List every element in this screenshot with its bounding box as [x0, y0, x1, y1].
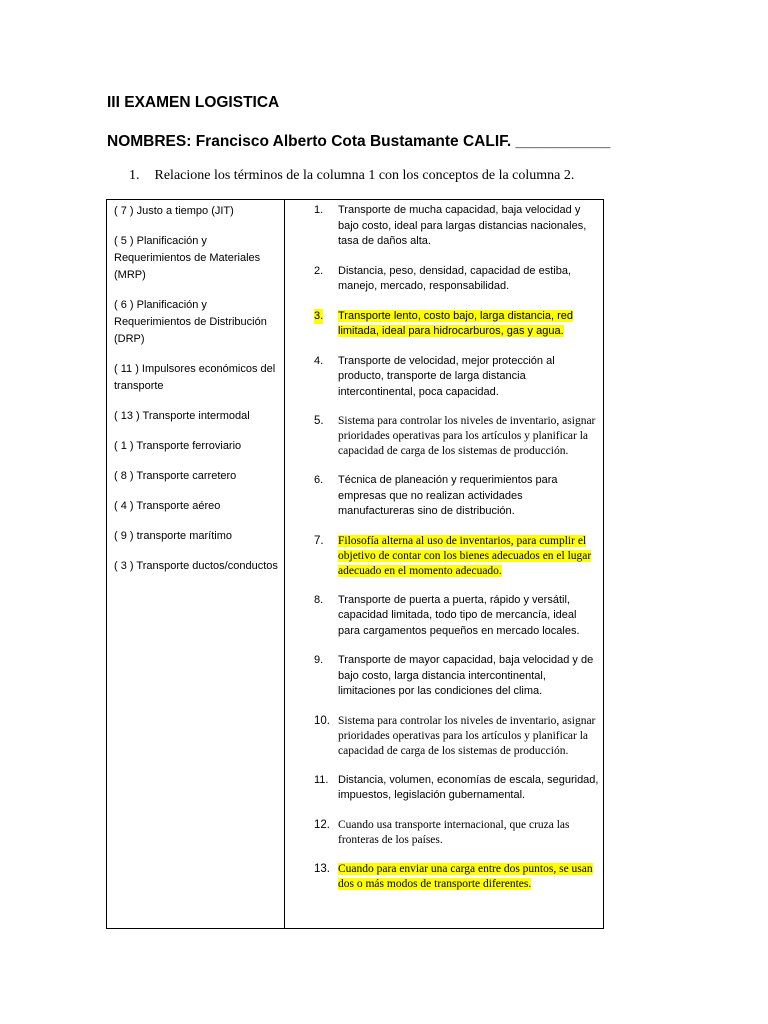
concept-item-13 — [314, 862, 600, 892]
concept-item-9 — [314, 653, 600, 700]
term-item: ( 11 ) Impulsores económicos del transporte — [114, 363, 276, 392]
concept-number: 5. — [314, 415, 324, 427]
term-item: ( 1 ) Transporte ferroviario — [114, 440, 242, 452]
concept-item-7 — [314, 534, 600, 579]
concept-text: Transporte de mayor capacidad, baja velocidad y de bajo costo, larga distancia intercontinental, limitaciones por las condiciones del clima. — [338, 654, 594, 697]
student-names-line: NOMBRES: Francisco Alberto Cota Bustamante CALIF. ___________ — [107, 133, 611, 150]
concept-item-6 — [314, 473, 600, 520]
concept-number: 13. — [314, 862, 330, 875]
concept-item-3 — [314, 309, 600, 340]
concept-item-4 — [314, 354, 600, 401]
column-1-terms — [114, 203, 279, 588]
concept-number: 10. — [314, 714, 330, 727]
concept-number: 12. — [314, 818, 330, 831]
matching-table — [106, 199, 604, 929]
concept-number: 4. — [314, 354, 324, 367]
term-item: ( 9 ) transporte marítimo — [114, 530, 232, 542]
concept-text: Técnica de planeación y requerimientos para empresas que no realizan actividades manufactureras sino de distribución. — [338, 474, 558, 517]
concept-item-1 — [314, 203, 600, 250]
concept-text: Transporte de velocidad, mejor protección al producto, transporte de larga distancia intercontinental, poca capacidad. — [338, 354, 555, 398]
question-number: 1. — [129, 168, 140, 183]
column-divider — [284, 200, 285, 928]
column-2-concepts — [314, 203, 600, 906]
question-text: Relacione los términos de la columna 1 con los conceptos de la columna 2. — [154, 168, 575, 183]
concept-item-5 — [314, 414, 600, 459]
concept-text: Distancia, peso, densidad, capacidad de estiba, manejo, mercado, responsabilidad. — [338, 264, 571, 292]
concept-item-11 — [314, 773, 600, 804]
concept-text: Sistema para controlar los niveles de inventario, asignar prioridades operativas para los artículos y planificar la capacidad de carga de los sistemas de producción. — [338, 714, 596, 757]
concept-item-8 — [314, 593, 600, 640]
term-item: ( 5 ) Planificación y Requerimientos de Materiales (MRP) — [114, 235, 261, 281]
concept-item-2 — [314, 264, 600, 295]
concept-text: Distancia, volumen, economías de escala, seguridad, impuestos, legislación gubernamental. — [338, 773, 599, 801]
term-item: ( 6 ) Planificación y Requerimientos de Distribución (DRP) — [114, 299, 267, 345]
concept-text: Sistema para controlar los niveles de inventario, asignar prioridades operativas para los artículos y planificar la capacidad de carga de los sistemas de producción. — [338, 415, 596, 457]
term-item: ( 7 ) Justo a tiempo (JIT) — [114, 205, 234, 217]
exam-title: III EXAMEN LOGISTICA — [107, 94, 280, 111]
concept-text: Transporte de puerta a puerta, rápido y versátil, capacidad limitada, todo tipo de mercancía, ideal para cargamentos pequeños en mercado locales. — [338, 593, 580, 637]
term-item: ( 4 ) Transporte aéreo — [114, 500, 221, 512]
concept-number: 6. — [314, 474, 324, 486]
concept-number: 1. — [314, 204, 324, 216]
concept-number: 8. — [314, 593, 324, 606]
term-item: ( 3 ) Transporte ductos/conductos — [114, 560, 278, 572]
highlighted-concept-text: Filosofía alterna al uso de inventarios, para cumplir el objetivo de contar con los bienes adecuados en el lugar adecuado en el momento adecuado. — [338, 534, 592, 577]
term-item: ( 8 ) Transporte carretero — [114, 470, 237, 482]
concept-number: 9. — [314, 654, 324, 666]
concept-item-10 — [314, 714, 600, 759]
concept-text: Cuando usa transporte internacional, que cruza las fronteras de los países. — [338, 818, 570, 846]
concept-number: 2. — [314, 264, 324, 277]
concept-number: 3. — [314, 309, 323, 325]
term-item: ( 13 ) Transporte intermodal — [114, 410, 250, 422]
highlighted-concept-text: Cuando para enviar una carga entre dos puntos, se usan dos o más modos de transporte diferentes. — [338, 862, 593, 890]
concept-number: 11. — [314, 773, 329, 786]
question-1 — [129, 168, 574, 184]
highlighted-concept-text: Transporte lento, costo bajo, larga distancia, red limitada, ideal para hidrocarburos, gas y agua. — [338, 309, 574, 337]
concept-text: Transporte de mucha capacidad, baja velocidad y bajo costo, ideal para largas distancias nacionales, tasa de daños alta. — [338, 204, 587, 247]
concept-number: 7. — [314, 534, 324, 547]
concept-item-12 — [314, 818, 600, 848]
